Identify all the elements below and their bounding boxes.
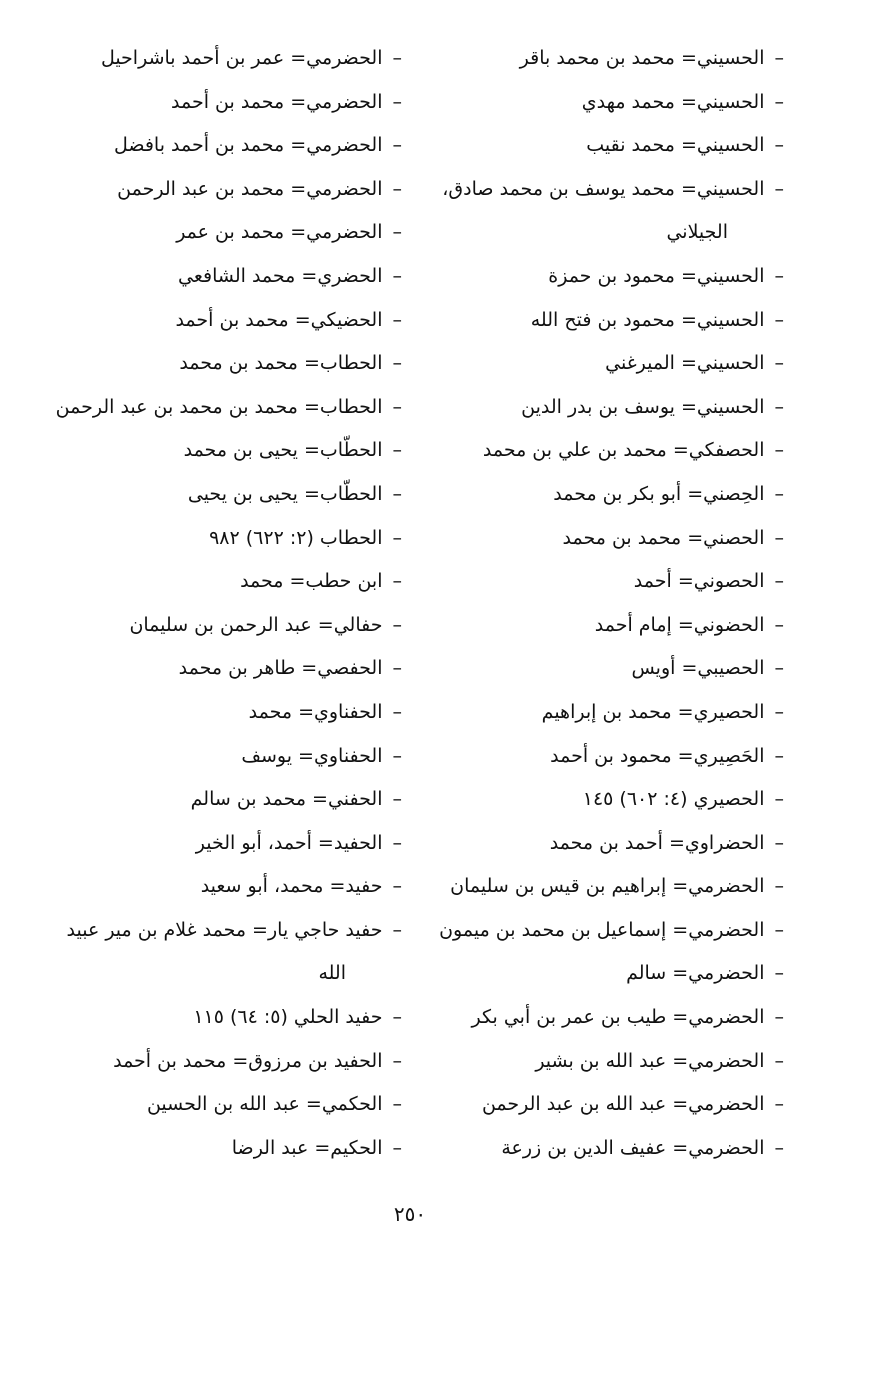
entry-dash: –	[774, 875, 784, 898]
entry-text: الحضرمي= محمد بن أحمد بافضل	[113, 134, 383, 157]
entry-dash: –	[392, 482, 402, 505]
entry-dash: –	[392, 352, 402, 375]
entry-text: الحكمي= عبد الله بن الحسين	[146, 1093, 383, 1116]
entry-dash: –	[392, 744, 402, 767]
entry-dash: –	[774, 613, 784, 636]
index-entry-right-17	[404, 735, 784, 779]
index-entry-right-16	[404, 691, 784, 735]
entry-dash: –	[392, 1136, 402, 1159]
index-entry-left-23	[22, 996, 402, 1040]
entry-text: حفيد الحلي (٥: ٦٤) ١١٥	[193, 1006, 383, 1029]
entry-dash: –	[392, 90, 402, 113]
entry-text: الحضرمي= إسماعيل بن محمد بن ميمون	[439, 918, 765, 941]
entry-text: الحسيني= محمود بن حمزة	[548, 264, 765, 287]
index-entry-right-24	[404, 1040, 784, 1084]
entry-text: الحِصني= أبو بكر بن محمد	[553, 482, 765, 505]
index-column-left	[22, 37, 402, 1170]
entry-dash: –	[392, 1006, 402, 1029]
index-entry-left-12	[22, 517, 402, 561]
entry-dash: –	[392, 264, 402, 287]
entry-dash: –	[774, 918, 784, 941]
index-entry-left-10	[22, 429, 402, 473]
entry-text: الحَصِيري= محمود بن أحمد	[550, 744, 765, 767]
entry-dash: –	[392, 439, 402, 462]
entry-dash: –	[392, 570, 402, 593]
entry-dash: –	[774, 264, 784, 287]
index-entry-left-2	[22, 81, 402, 125]
entry-dash: –	[392, 221, 402, 244]
entry-text: الحضري= محمد الشافعي	[178, 264, 383, 287]
index-entry-left-18	[22, 778, 402, 822]
entry-dash: –	[774, 1006, 784, 1029]
index-entry-right-12	[404, 517, 784, 561]
entry-dash: –	[774, 700, 784, 723]
index-entry-left-16	[22, 691, 402, 735]
entry-text: الحضرمي= محمد بن أحمد	[171, 90, 383, 113]
index-entry-left-8	[22, 342, 402, 386]
entry-text: الحسيني= الميرغني	[605, 352, 765, 375]
entry-text: الحسيني= محمد يوسف بن محمد صادق،	[442, 177, 765, 200]
index-entry-right-23	[404, 996, 784, 1040]
entry-dash: –	[774, 439, 784, 462]
index-entry-left-1	[22, 37, 402, 81]
index-entry-right-15	[404, 647, 784, 691]
entry-text: الحفيد بن مرزوق= محمد بن أحمد	[113, 1049, 383, 1072]
entry-text: الحضرمي= عبد الله بن عبد الرحمن	[481, 1093, 765, 1116]
entry-text: الحضرمي= عمر بن أحمد باشراحيل	[100, 47, 383, 69]
entry-text: الحضرمي= سالم	[626, 962, 765, 985]
entry-text: الحضرمي= إبراهيم بن قيس بن سليمان	[450, 875, 765, 898]
entry-dash: –	[774, 1049, 784, 1072]
entry-text: الحفناوي= يوسف	[241, 744, 383, 767]
index-entry-left-14	[22, 604, 402, 648]
entry-text: الحضرمي= محمد بن عمر	[176, 221, 383, 244]
entry-dash: –	[774, 526, 784, 549]
entry-dash: –	[392, 177, 402, 200]
entry-dash: –	[774, 1093, 784, 1116]
entry-text: الحفناوي= محمد	[248, 700, 383, 723]
entry-dash: –	[774, 962, 784, 985]
entry-dash: –	[392, 1049, 402, 1072]
index-entry-right-3	[404, 124, 784, 168]
index-entry-right-25	[404, 1083, 784, 1127]
index-entry-left-20	[22, 865, 402, 909]
entry-dash: –	[774, 395, 784, 418]
index-entry-left-4	[22, 168, 402, 212]
entry-dash: –	[392, 1093, 402, 1116]
index-entry-right-6	[404, 255, 784, 299]
entry-text: الحصيري= محمد بن إبراهيم	[541, 700, 765, 723]
entry-text: الحصوني= أحمد	[633, 570, 765, 593]
entry-text: الحصني= محمد بن محمد	[562, 526, 765, 549]
index-entry-right-7	[404, 299, 784, 343]
page-number: ٢٥٠	[393, 1202, 427, 1226]
entry-text: الحطاب= محمد بن محمد بن عبد الرحمن	[55, 395, 383, 418]
index-entry-right-5	[404, 211, 784, 255]
entry-text: الحطّاب= يحيى بن محمد	[183, 439, 383, 462]
entry-dash: –	[392, 875, 402, 898]
entry-text: الحضرمي= محمد بن عبد الرحمن	[117, 177, 383, 200]
entry-dash: –	[774, 788, 784, 811]
entry-text: الحضرمي= عفيف الدين بن زرعة	[501, 1136, 765, 1159]
entry-text: الحسيني= محمد مهدي	[581, 90, 765, 113]
entry-text: حفيد حاجي يار= محمد غلام بن مير عبيد	[66, 918, 383, 941]
entry-dash: –	[774, 570, 784, 593]
entry-dash: –	[774, 177, 784, 200]
entry-text: الحطاب= محمد بن محمد	[179, 352, 383, 375]
entry-text: الحضرمي= طيب بن عمر بن أبي بكر	[471, 1006, 765, 1029]
index-entry-left-17	[22, 735, 402, 779]
entry-text: الحصفكي= محمد بن علي بن محمد	[482, 439, 765, 462]
entry-dash: –	[774, 831, 784, 854]
index-entry-right-20	[404, 865, 784, 909]
index-entry-left-6	[22, 255, 402, 299]
index-column-right	[404, 37, 784, 1170]
entry-text: الحصيبي= أويس	[631, 657, 765, 680]
index-entry-right-22	[404, 952, 784, 996]
index-entry-left-26	[22, 1127, 402, 1171]
entry-dash: –	[392, 657, 402, 680]
entry-dash: –	[392, 308, 402, 331]
index-entry-left-13	[22, 560, 402, 604]
index-entry-left-25	[22, 1083, 402, 1127]
entry-dash: –	[774, 744, 784, 767]
entry-dash: –	[392, 134, 402, 157]
entry-dash: –	[392, 831, 402, 854]
entry-dash: –	[392, 613, 402, 636]
index-entry-right-18	[404, 778, 784, 822]
index-entry-left-9	[22, 386, 402, 430]
index-entry-left-3	[22, 124, 402, 168]
entry-text: الحصيري (٤: ٦٠٢) ١٤٥	[582, 788, 765, 811]
entry-dash: –	[774, 352, 784, 375]
index-entry-right-2	[404, 81, 784, 125]
index-entry-right-14	[404, 604, 784, 648]
entry-text: الحفيد= أحمد، أبو الخير	[195, 831, 383, 854]
entry-dash: –	[774, 308, 784, 331]
entry-text: الحسيني= محمد بن محمد باقر	[519, 47, 765, 69]
entry-text: الحفصي= طاهر بن محمد	[178, 657, 383, 680]
entry-text: الحضيكي= محمد بن أحمد	[175, 308, 383, 331]
entry-text: الله	[318, 962, 346, 985]
entry-text: الحضوني= إمام أحمد	[594, 613, 765, 636]
entry-dash: –	[774, 657, 784, 680]
index-entry-right-13	[404, 560, 784, 604]
entry-dash: –	[774, 47, 784, 69]
entry-dash: –	[774, 1136, 784, 1159]
entry-text: الحضراوي= أحمد بن محمد	[549, 831, 765, 854]
entry-text: الحسيني= محمود بن فتح الله	[530, 308, 765, 331]
index-entry-right-10	[404, 429, 784, 473]
entry-dash: –	[392, 47, 402, 69]
index-entry-right-8	[404, 342, 784, 386]
index-entry-left-11	[22, 473, 402, 517]
index-entry-right-4	[404, 168, 784, 212]
entry-dash: –	[392, 788, 402, 811]
entry-text: الحكيم= عبد الرضا	[231, 1136, 383, 1159]
entry-text: الجيلاني	[666, 221, 728, 244]
entry-text: حفيد= محمد، أبو سعيد	[200, 875, 383, 898]
entry-dash: –	[392, 526, 402, 549]
entry-text: حفالي= عبد الرحمن بن سليمان	[129, 613, 383, 636]
index-entry-left-19	[22, 822, 402, 866]
index-entry-left-15	[22, 647, 402, 691]
index-entry-right-21	[404, 909, 784, 953]
index-entry-left-22	[22, 952, 402, 996]
index-entry-left-21	[22, 909, 402, 953]
entry-text: الحسيني= محمد نقيب	[586, 134, 765, 157]
entry-dash: –	[774, 90, 784, 113]
entry-dash: –	[392, 918, 402, 941]
index-entry-left-7	[22, 299, 402, 343]
entry-dash: –	[392, 395, 402, 418]
entry-dash: –	[392, 700, 402, 723]
index-entry-right-11	[404, 473, 784, 517]
entry-text: الحطاب (٢: ٦٢٢) ٩٨٢	[209, 526, 383, 549]
entry-text: الحضرمي= عبد الله بن بشير	[535, 1049, 765, 1072]
entry-text: الحطّاب= يحيى بن يحيى	[187, 482, 383, 505]
entry-text: الحسيني= يوسف بن بدر الدين	[521, 395, 765, 418]
index-entry-right-19	[404, 822, 784, 866]
index-entry-right-26	[404, 1127, 784, 1171]
entry-text: الحفني= محمد بن سالم	[190, 788, 383, 811]
index-entry-left-24	[22, 1040, 402, 1084]
entry-dash: –	[774, 482, 784, 505]
index-entry-right-1	[404, 37, 784, 81]
index-entry-left-5	[22, 211, 402, 255]
index-entry-right-9	[404, 386, 784, 430]
entry-text: ابن حطب= محمد	[240, 570, 383, 593]
entry-dash: –	[774, 134, 784, 157]
